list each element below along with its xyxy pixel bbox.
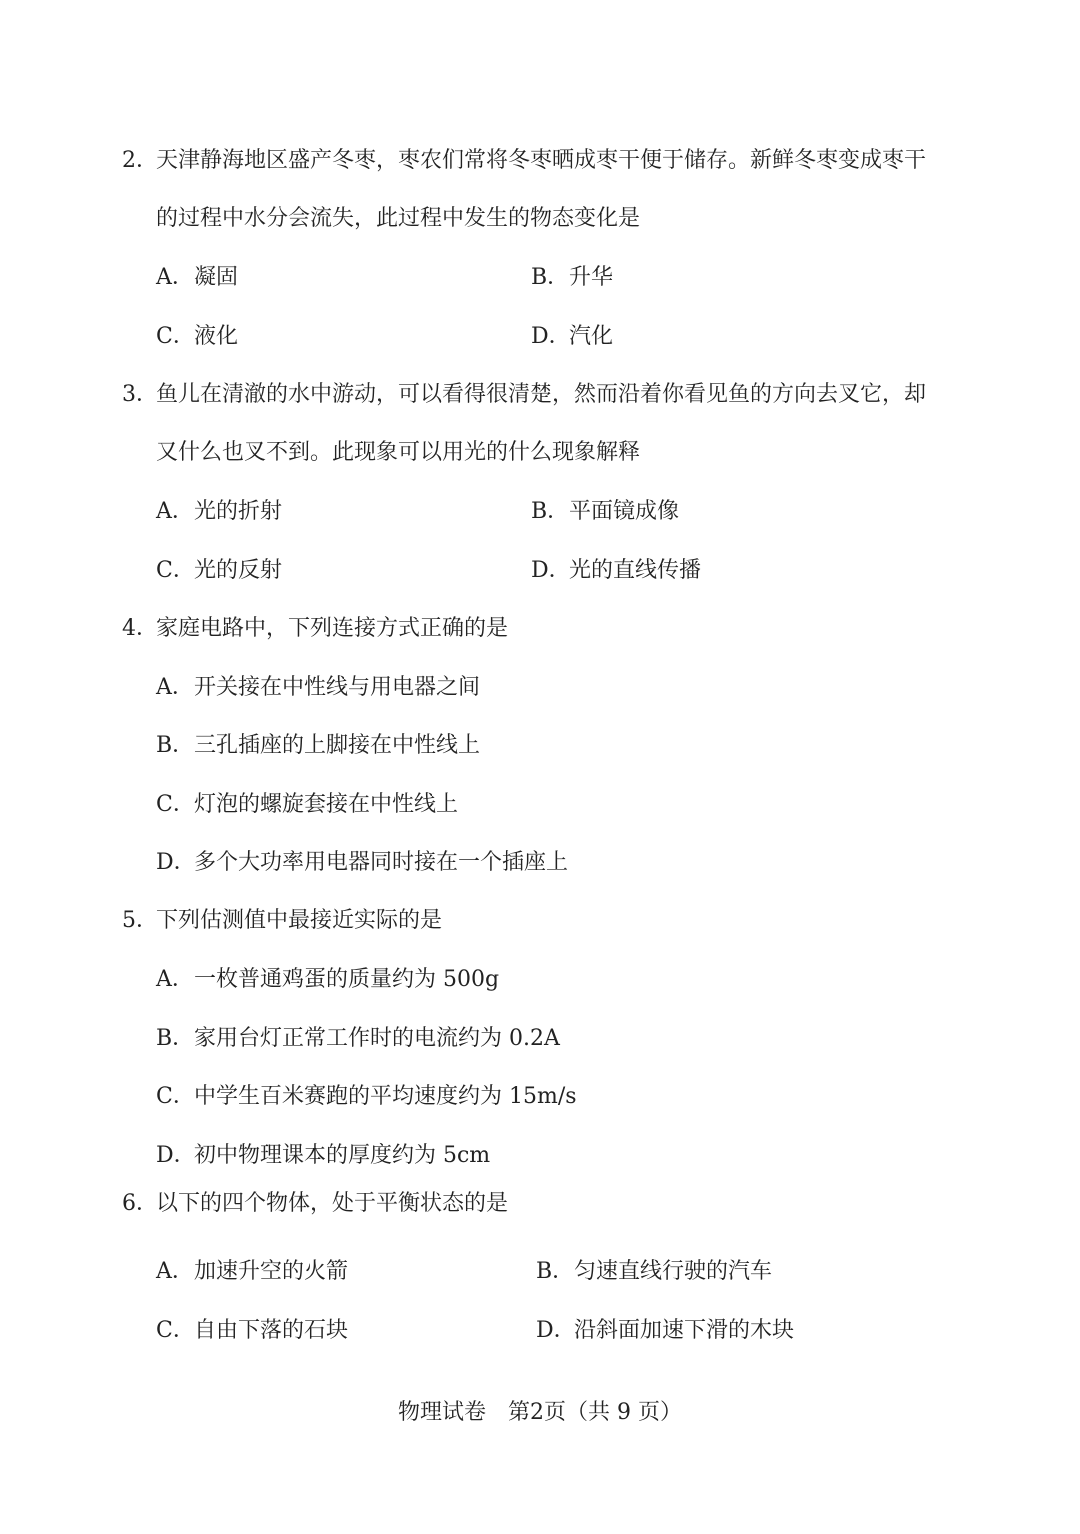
option-d [156,848,568,878]
option-text: 初中物理课本的厚度约为 5cm [194,1143,491,1168]
option-label: A． [156,1259,194,1284]
option-text: 加速升空的火箭 [194,1259,349,1284]
option-text: 一枚普通鸡蛋的质量约为 500g [194,967,500,992]
option-text: 凝固 [194,265,239,290]
option-c [156,1082,577,1112]
question-stem-text: 以下的四个物体，处于平衡状态的是 [156,1191,509,1216]
option-text: 平面镜成像 [569,499,680,524]
question-number: 4． [122,616,158,641]
option-label: A． [156,265,194,290]
page-footer: 物理试卷 第2页（共 9 页） [398,1400,682,1425]
option-label: A． [156,967,194,992]
option-a [156,673,480,703]
question-stem-text: 下列估测值中最接近实际的是 [156,908,443,933]
option-text: 光的直线传播 [569,558,702,583]
option-label: A． [156,675,194,700]
option-text: 灯泡的螺旋套接在中性线上 [194,792,459,817]
option-label: D． [531,558,571,583]
question-6-stem [122,1189,508,1219]
option-label: C． [156,324,195,349]
option-text: 中学生百米赛跑的平均速度约为 15m/s [194,1084,577,1109]
option-b [536,1257,772,1287]
question-stem-text: 天津静海地区盛产冬枣，枣农们常将冬枣晒成枣干便于储存。新鲜冬枣变成枣干 [156,148,927,173]
option-label: B． [531,265,570,290]
question-number: 6． [122,1191,158,1216]
question-2-stem-line-2: 的过程中水分会流失，此过程中发生的物态变化是 [156,206,641,231]
option-d [531,322,613,352]
option-label: C． [156,792,195,817]
option-d [531,556,701,586]
option-a [156,263,238,293]
option-label: C． [156,558,195,583]
option-label: C． [156,1318,195,1343]
option-text: 自由下落的石块 [194,1318,349,1343]
option-d [156,1141,490,1171]
option-text: 液化 [194,324,239,349]
option-b [531,263,613,293]
option-text: 升华 [569,265,614,290]
option-label: B． [156,733,195,758]
question-number: 3． [122,382,158,407]
option-b [531,497,679,527]
option-label: D． [156,850,196,875]
option-label: C． [156,1084,195,1109]
option-text: 三孔插座的上脚接在中性线上 [194,733,481,758]
option-b [156,1024,560,1054]
option-c [156,790,458,820]
option-text: 多个大功率用电器同时接在一个插座上 [194,850,569,875]
question-number: 2． [122,148,158,173]
option-text: 开关接在中性线与用电器之间 [194,675,481,700]
option-a [156,1257,348,1287]
option-c [156,1316,348,1346]
question-3-stem-line-1 [122,380,926,410]
question-5-stem [122,906,442,936]
option-text: 光的反射 [194,558,283,583]
option-text: 沿斜面加速下滑的木块 [574,1318,795,1343]
option-label: B． [531,499,570,524]
option-label: A． [156,499,194,524]
option-label: B． [156,1026,195,1051]
option-text: 家用台灯正常工作时的电流约为 0.2A [194,1026,560,1051]
option-text: 汽化 [569,324,614,349]
question-3-stem-line-2: 又什么也叉不到。此现象可以用光的什么现象解释 [156,440,641,465]
option-d [536,1316,794,1346]
question-stem-text: 家庭电路中，下列连接方式正确的是 [156,616,509,641]
option-label: B． [536,1259,575,1284]
question-4-stem [122,614,508,644]
question-number: 5． [122,908,158,933]
option-a [156,965,499,995]
option-c [156,556,282,586]
option-label: D． [531,324,571,349]
option-c [156,322,238,352]
question-stem-text: 鱼儿在清澈的水中游动，可以看得很清楚，然而沿着你看见鱼的方向去叉它，却 [156,382,927,407]
option-text: 匀速直线行驶的汽车 [574,1259,773,1284]
option-a [156,497,282,527]
option-text: 光的折射 [194,499,283,524]
option-label: D． [156,1143,196,1168]
question-2-stem-line-1 [122,146,926,176]
option-label: D． [536,1318,576,1343]
option-b [156,731,480,761]
